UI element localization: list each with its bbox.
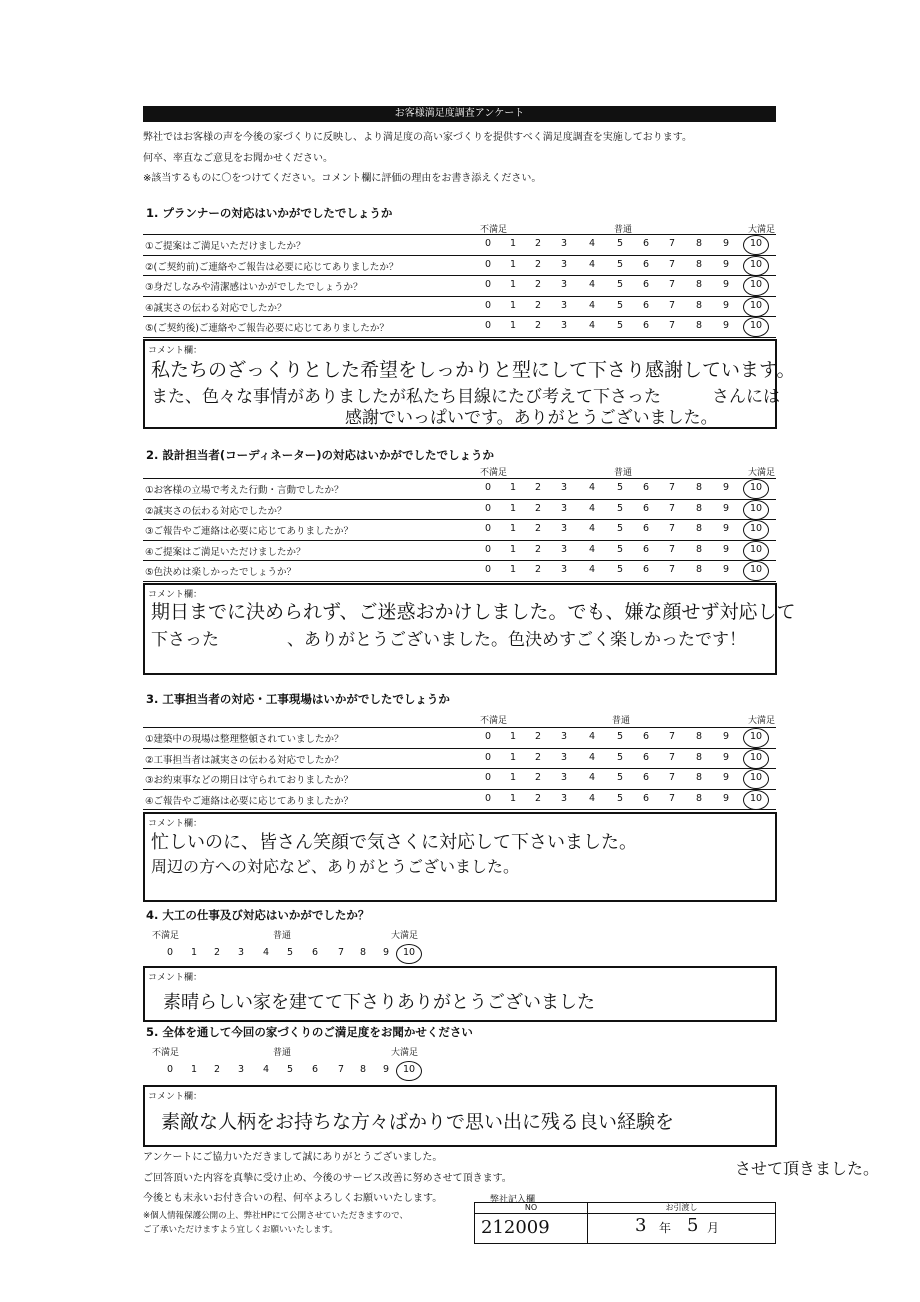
rating-option[interactable]: 3 xyxy=(560,279,568,290)
comment-line: 素敵な人柄をお持ちな方々ばかりで思い出に残る良い経験を xyxy=(161,1111,675,1133)
comment-label: コメント欄： xyxy=(148,1092,203,1102)
scale-low-label: 不満足 xyxy=(152,1048,180,1058)
scale-high-label: 大満足 xyxy=(748,468,776,478)
rating-option[interactable]: 5 xyxy=(616,502,624,514)
rating-option[interactable]: 9 xyxy=(382,1064,390,1075)
rating-option[interactable]: 5 xyxy=(616,320,624,331)
selected-rating-circle xyxy=(743,790,769,810)
office-no-header: NO xyxy=(475,1203,588,1214)
rating-option[interactable]: 2 xyxy=(534,238,542,249)
question-row xyxy=(143,276,776,297)
question-row xyxy=(143,790,776,811)
selected-rating-circle xyxy=(743,297,769,317)
rating-option[interactable]: 1 xyxy=(509,238,517,249)
rating-option[interactable]: 1 xyxy=(509,792,517,804)
rating-option[interactable]: 5 xyxy=(286,947,294,958)
question-row xyxy=(143,769,776,790)
rating-option[interactable]: 2 xyxy=(534,772,542,783)
rating-option[interactable]: 1 xyxy=(509,279,517,290)
comment-line: 素晴らしい家を建てて下さりありがとうございました xyxy=(163,992,595,1013)
rating-option[interactable]: 10 xyxy=(749,482,763,493)
comment-overflow-line: させて頂きました。 xyxy=(735,1159,880,1178)
rating-option[interactable]: 0 xyxy=(484,238,492,249)
office-year-unit: 年 xyxy=(659,1221,672,1235)
footer-note-1: ※個人情報保護公開の上、弊社HPにて公開させていただきますので、 xyxy=(143,1211,408,1221)
scale-high-label: 大満足 xyxy=(391,1048,419,1058)
rating-option[interactable]: 6 xyxy=(642,482,650,493)
scale-mid-label: 普通 xyxy=(273,1048,292,1058)
rating-option[interactable]: 0 xyxy=(484,523,492,534)
rating-option[interactable]: 9 xyxy=(722,279,730,290)
scale-high-label: 大満足 xyxy=(748,225,776,235)
rating-option[interactable]: 2 xyxy=(213,1064,221,1075)
rating-option[interactable]: 9 xyxy=(722,482,730,493)
office-year-value[interactable]: 3 xyxy=(635,1215,647,1236)
comment-label: コメント欄： xyxy=(148,590,203,600)
question-text: ③身だしなみや清潔感はいかがでしたでしょうか？ xyxy=(145,282,363,293)
rating-option[interactable]: 5 xyxy=(616,564,624,575)
rating-option[interactable]: 7 xyxy=(668,523,676,534)
comment-line: 期日までに決められず、ご迷惑おかけしました。でも、嫌な顔せず対応して xyxy=(151,601,796,623)
rating-option[interactable]: 4 xyxy=(262,1064,270,1075)
selected-rating-circle xyxy=(743,235,769,255)
scale-high-label: 大満足 xyxy=(391,931,419,941)
footer-line-2: ご回答頂いた内容を真摯に受け止め、今後のサービス改善に努めさせて頂きます。 xyxy=(143,1173,512,1184)
rating-option[interactable]: 1 xyxy=(190,947,198,958)
rating-option[interactable]: 7 xyxy=(668,238,676,249)
footer-line-3: 今後とも末永いお付き合いの程、何卒よろしくお願いいたします。 xyxy=(143,1193,443,1204)
scale-low-label: 不満足 xyxy=(480,468,508,478)
office-month-value[interactable]: 5 xyxy=(687,1215,699,1236)
rating-option[interactable]: 1 xyxy=(190,1064,198,1075)
intro-line-1: 弊社ではお客様の声を今後の家づくりに反映し、より満足度の高い家づくりを提供すべく満足度調査を実施しております。 xyxy=(143,132,692,143)
rating-option[interactable]: 0 xyxy=(166,947,174,958)
scale-mid-label: 普通 xyxy=(614,225,633,235)
rating-option[interactable]: 10 xyxy=(749,792,763,804)
rating-option[interactable]: 7 xyxy=(668,482,676,493)
rating-option[interactable]: 5 xyxy=(616,279,624,290)
section-5-title: 5. 全体を通して今回の家づくりのご満足度をお聞かせください xyxy=(146,1025,473,1039)
rating-option[interactable]: 10 xyxy=(749,238,763,249)
rating-option[interactable]: 5 xyxy=(616,482,624,493)
question-text: ①ご提案はご満足いただけましたか？ xyxy=(145,241,306,252)
survey-title: お客様満足度調査アンケート xyxy=(143,106,776,122)
rating-option[interactable]: 9 xyxy=(722,564,730,575)
rating-option[interactable]: 2 xyxy=(534,792,542,804)
question-row xyxy=(143,749,776,770)
rating-option[interactable]: 4 xyxy=(588,543,596,555)
rating-option[interactable]: 0 xyxy=(484,482,492,493)
rating-option[interactable]: 3 xyxy=(560,238,568,249)
rating-option[interactable]: 0 xyxy=(484,731,492,742)
rating-option[interactable]: 8 xyxy=(695,772,703,783)
rating-option[interactable]: 1 xyxy=(509,258,517,270)
rating-option[interactable]: 3 xyxy=(237,1064,245,1075)
rating-option[interactable]: 10 xyxy=(749,731,763,742)
rating-option[interactable]: 4 xyxy=(588,792,596,804)
rating-option[interactable]: 8 xyxy=(695,502,703,514)
rating-option[interactable]: 4 xyxy=(588,482,596,493)
rating-option[interactable]: 7 xyxy=(337,947,345,958)
rating-option[interactable]: 3 xyxy=(560,502,568,514)
rating-option[interactable]: 0 xyxy=(484,772,492,783)
rating-option[interactable]: 1 xyxy=(509,772,517,783)
rating-option[interactable]: 4 xyxy=(588,238,596,249)
section-3-question-table xyxy=(143,727,776,810)
rating-option[interactable]: 8 xyxy=(695,238,703,249)
question-text: ④ご提案はご満足いただけましたか？ xyxy=(145,546,306,558)
rating-option[interactable]: 10 xyxy=(749,751,763,763)
scale-mid-label: 普通 xyxy=(612,716,631,726)
rating-option[interactable]: 8 xyxy=(359,947,367,958)
rating-option[interactable]: 6 xyxy=(642,502,650,514)
rating-option[interactable]: 9 xyxy=(722,751,730,763)
rating-option[interactable]: 7 xyxy=(668,320,676,331)
question-row xyxy=(143,235,776,256)
office-use-box xyxy=(474,1202,776,1244)
rating-option[interactable]: 6 xyxy=(642,772,650,783)
rating-option[interactable]: 7 xyxy=(668,792,676,804)
rating-option[interactable]: 4 xyxy=(588,299,596,311)
rating-option[interactable]: 3 xyxy=(560,772,568,783)
rating-option[interactable]: 5 xyxy=(616,772,624,783)
office-date-header: お引渡し xyxy=(588,1203,775,1214)
rating-option[interactable]: 8 xyxy=(695,543,703,555)
comment-label: コメント欄： xyxy=(148,973,203,983)
rating-option[interactable]: 1 xyxy=(509,731,517,742)
rating-option[interactable]: 6 xyxy=(642,543,650,555)
rating-option[interactable]: 4 xyxy=(588,258,596,270)
rating-option[interactable]: 0 xyxy=(484,792,492,804)
rating-option[interactable]: 7 xyxy=(668,543,676,555)
rating-option[interactable]: 8 xyxy=(695,320,703,331)
section-2-title: 2. 設計担当者(コーディネーター)の対応はいかがでしたでしょうか xyxy=(146,448,494,462)
scale-mid-label: 普通 xyxy=(273,931,292,941)
office-month-unit: 月 xyxy=(707,1221,720,1235)
rating-option[interactable]: 9 xyxy=(722,543,730,555)
section-1-title: 1. プランナーの対応はいかがでしたでしょうか xyxy=(146,206,393,220)
selected-rating-circle xyxy=(743,500,769,520)
question-text: ⑤色決めは楽しかったでしょうか？ xyxy=(145,567,297,578)
rating-option[interactable]: 5 xyxy=(616,751,624,763)
question-text: ⑤(ご契約後)ご連絡やご報告必要に応じてありましたか？ xyxy=(145,323,389,334)
scale-mid-label: 普通 xyxy=(614,468,633,478)
selected-rating-circle xyxy=(743,317,769,337)
rating-option[interactable]: 4 xyxy=(588,751,596,763)
rating-option[interactable]: 6 xyxy=(642,238,650,249)
question-row xyxy=(143,256,776,277)
rating-option[interactable]: 10 xyxy=(749,320,763,331)
section-4-title: 4. 大工の仕事及び対応はいかがでしたか？ xyxy=(146,908,370,922)
selected-rating-circle xyxy=(743,561,769,581)
rating-option[interactable]: 6 xyxy=(642,258,650,270)
rating-option[interactable]: 7 xyxy=(668,731,676,742)
footer-line-1: アンケートにご協力いただきまして誠にありがとうございました。 xyxy=(143,1152,443,1163)
office-use-label: 弊社記入欄 xyxy=(490,1195,536,1205)
rating-option[interactable]: 0 xyxy=(484,751,492,763)
question-row xyxy=(143,500,776,521)
selected-rating-circle xyxy=(396,1061,422,1081)
rating-option[interactable]: 5 xyxy=(616,523,624,534)
rating-option[interactable]: 8 xyxy=(695,299,703,311)
scale-low-label: 不満足 xyxy=(480,716,508,726)
rating-option[interactable]: 10 xyxy=(402,1064,416,1075)
rating-option[interactable]: 8 xyxy=(695,792,703,804)
rating-option[interactable]: 2 xyxy=(534,502,542,514)
rating-option[interactable]: 10 xyxy=(749,543,763,555)
rating-option[interactable]: 9 xyxy=(382,947,390,958)
rating-option[interactable]: 3 xyxy=(560,751,568,763)
rating-option[interactable]: 8 xyxy=(695,279,703,290)
question-row xyxy=(143,297,776,318)
rating-option[interactable]: 2 xyxy=(534,523,542,534)
rating-option[interactable]: 4 xyxy=(588,523,596,534)
rating-option[interactable]: 7 xyxy=(668,502,676,514)
rating-option[interactable]: 9 xyxy=(722,238,730,249)
rating-option[interactable]: 0 xyxy=(484,502,492,514)
rating-option[interactable]: 1 xyxy=(509,523,517,534)
rating-option[interactable]: 1 xyxy=(509,320,517,331)
rating-option[interactable]: 6 xyxy=(642,792,650,804)
rating-option[interactable]: 6 xyxy=(642,731,650,742)
question-text: ④誠実さの伝わる対応でしたか？ xyxy=(145,302,287,314)
rating-option[interactable]: 10 xyxy=(749,523,763,534)
rating-option[interactable]: 2 xyxy=(534,482,542,493)
selected-rating-circle xyxy=(743,479,769,499)
question-row xyxy=(143,728,776,749)
office-divider xyxy=(587,1203,588,1243)
rating-option[interactable]: 0 xyxy=(484,543,492,555)
selected-rating-circle xyxy=(743,520,769,540)
rating-option[interactable]: 7 xyxy=(337,1064,345,1075)
rating-option[interactable]: 4 xyxy=(588,772,596,783)
question-text: ③お約束事などの期日は守られておりましたか？ xyxy=(145,775,354,786)
comment-line: 周辺の方への対応など、ありがとうございました。 xyxy=(151,857,520,876)
rating-option[interactable]: 2 xyxy=(534,564,542,575)
rating-option[interactable]: 2 xyxy=(534,751,542,763)
rating-option[interactable]: 3 xyxy=(560,482,568,493)
rating-option[interactable]: 6 xyxy=(642,279,650,290)
rating-option[interactable]: 8 xyxy=(359,1064,367,1075)
comment-line: 感謝でいっぱいです。ありがとうございました。 xyxy=(345,408,718,428)
question-text: ①お客様の立場で考えた行動・言動でしたか？ xyxy=(145,485,344,496)
rating-option[interactable]: 4 xyxy=(262,947,270,958)
question-text: ②工事担当者は誠実さの伝わる対応でしたか？ xyxy=(145,754,344,766)
section-2-comment-box[interactable] xyxy=(143,583,796,675)
scale-high-label: 大満足 xyxy=(748,716,776,726)
question-text: ②(ご契約前)ご連絡やご報告は必要に応じてありましたか？ xyxy=(145,261,399,273)
rating-option[interactable]: 6 xyxy=(642,564,650,575)
rating-option[interactable]: 7 xyxy=(668,258,676,270)
rating-option[interactable]: 5 xyxy=(616,299,624,311)
office-no-value[interactable]: 212009 xyxy=(481,1217,550,1238)
rating-option[interactable]: 3 xyxy=(560,320,568,331)
rating-option[interactable]: 2 xyxy=(534,731,542,742)
rating-option[interactable]: 5 xyxy=(616,731,624,742)
rating-option[interactable]: 6 xyxy=(642,751,650,763)
rating-option[interactable]: 2 xyxy=(534,543,542,555)
rating-option[interactable]: 8 xyxy=(695,751,703,763)
footer-note-2: ご了承いただけますよう宜しくお願いいたします。 xyxy=(143,1225,338,1235)
rating-option[interactable]: 0 xyxy=(166,1064,174,1075)
question-text: ①建築中の現場は整理整頓されていましたか？ xyxy=(145,734,344,745)
rating-option[interactable]: 2 xyxy=(534,320,542,331)
rating-option[interactable]: 3 xyxy=(560,792,568,804)
rating-option[interactable]: 10 xyxy=(749,772,763,783)
rating-option[interactable]: 10 xyxy=(749,564,763,575)
section-5-comment-box[interactable] xyxy=(143,1085,777,1147)
rating-option[interactable]: 1 xyxy=(509,299,517,311)
question-row xyxy=(143,561,776,582)
rating-option[interactable]: 6 xyxy=(642,523,650,534)
rating-option[interactable]: 5 xyxy=(616,543,624,555)
question-row xyxy=(143,479,776,500)
rating-option[interactable]: 7 xyxy=(668,279,676,290)
rating-option[interactable]: 6 xyxy=(642,299,650,311)
rating-option[interactable]: 5 xyxy=(286,1064,294,1075)
rating-option[interactable]: 8 xyxy=(695,731,703,742)
rating-option[interactable]: 3 xyxy=(560,523,568,534)
selected-rating-circle xyxy=(743,749,769,769)
rating-option[interactable]: 3 xyxy=(560,564,568,575)
rating-option[interactable]: 7 xyxy=(668,564,676,575)
scale-low-label: 不満足 xyxy=(152,931,180,941)
rating-option[interactable]: 2 xyxy=(534,258,542,270)
rating-option[interactable]: 3 xyxy=(560,543,568,555)
rating-option[interactable]: 1 xyxy=(509,543,517,555)
selected-rating-circle xyxy=(743,256,769,276)
selected-rating-circle xyxy=(743,276,769,296)
rating-option[interactable]: 2 xyxy=(534,279,542,290)
scale-low-label: 不満足 xyxy=(480,225,508,235)
rating-option[interactable]: 3 xyxy=(560,299,568,311)
question-row xyxy=(143,520,776,541)
selected-rating-circle xyxy=(396,944,422,964)
rating-option[interactable]: 10 xyxy=(402,947,416,958)
rating-option[interactable]: 3 xyxy=(560,258,568,270)
rating-option[interactable]: 10 xyxy=(749,279,763,290)
rating-option[interactable]: 9 xyxy=(722,299,730,311)
rating-option[interactable]: 9 xyxy=(722,523,730,534)
rating-option[interactable]: 5 xyxy=(616,258,624,270)
rating-option[interactable]: 6 xyxy=(642,320,650,331)
rating-option[interactable]: 7 xyxy=(668,772,676,783)
rating-option[interactable]: 0 xyxy=(484,279,492,290)
section-3-title: 3. 工事担当者の対応・工事現場はいかがでしたでしょうか xyxy=(146,692,450,706)
rating-option[interactable]: 8 xyxy=(695,482,703,493)
question-text: ②誠実さの伝わる対応でしたか？ xyxy=(145,505,287,517)
selected-rating-circle xyxy=(743,728,769,748)
question-text: ④ご報告やご連絡は必要に応じてありましたか？ xyxy=(145,795,354,807)
rating-option[interactable]: 0 xyxy=(484,320,492,331)
selected-rating-circle xyxy=(743,769,769,789)
section-1-comment-box[interactable] xyxy=(143,339,796,429)
rating-option[interactable]: 8 xyxy=(695,258,703,270)
rating-option[interactable]: 4 xyxy=(588,502,596,514)
rating-option[interactable]: 2 xyxy=(213,947,221,958)
rating-option[interactable]: 2 xyxy=(534,299,542,311)
rating-option[interactable]: 9 xyxy=(722,731,730,742)
rating-option[interactable]: 10 xyxy=(749,502,763,514)
rating-option[interactable]: 9 xyxy=(722,502,730,514)
rating-option[interactable]: 4 xyxy=(588,279,596,290)
rating-option[interactable]: 10 xyxy=(749,258,763,270)
section-4-rating-scale[interactable] xyxy=(0,944,920,964)
rating-option[interactable]: 0 xyxy=(484,564,492,575)
rating-option[interactable]: 5 xyxy=(616,238,624,249)
rating-option[interactable]: 4 xyxy=(588,320,596,331)
rating-option[interactable]: 5 xyxy=(616,792,624,804)
comment-line: 忙しいのに、皆さん笑顔で気さくに対応して下さいました。 xyxy=(151,832,637,853)
rating-option[interactable]: 1 xyxy=(509,751,517,763)
rating-option[interactable]: 8 xyxy=(695,564,703,575)
rating-option[interactable]: 4 xyxy=(588,564,596,575)
rating-option[interactable]: 1 xyxy=(509,502,517,514)
question-row xyxy=(143,541,776,562)
section-1-question-table xyxy=(143,234,776,338)
question-text: ③ご報告やご連絡は必要に応じてありましたか？ xyxy=(145,526,354,537)
comment-label: コメント欄： xyxy=(148,346,203,356)
comment-label: コメント欄： xyxy=(148,819,203,829)
rating-option[interactable]: 7 xyxy=(668,751,676,763)
rating-option[interactable]: 8 xyxy=(695,523,703,534)
rating-option[interactable]: 9 xyxy=(722,772,730,783)
intro-line-3: ※該当するものに〇をつけてください。コメント欄に評価の理由をお書き添えください。 xyxy=(143,173,542,184)
rating-option[interactable]: 4 xyxy=(588,731,596,742)
comment-line: 下さった 、ありがとうございました。色決めすごく楽しかったです！ xyxy=(151,630,746,650)
rating-option[interactable]: 9 xyxy=(722,258,730,270)
rating-option[interactable]: 9 xyxy=(722,320,730,331)
rating-option[interactable]: 7 xyxy=(668,299,676,311)
rating-option[interactable]: 10 xyxy=(749,299,763,311)
question-row xyxy=(143,317,776,338)
rating-option[interactable]: 6 xyxy=(311,1064,319,1075)
selected-rating-circle xyxy=(743,541,769,561)
intro-line-2: 何卒、率直なご意見をお聞かせください。 xyxy=(143,153,333,164)
rating-option[interactable]: 1 xyxy=(509,482,517,493)
section-5-rating-scale[interactable] xyxy=(0,1061,920,1081)
section-4-comment-box[interactable] xyxy=(143,966,777,1022)
rating-option[interactable]: 0 xyxy=(484,258,492,270)
rating-option[interactable]: 3 xyxy=(237,947,245,958)
section-3-comment-box[interactable] xyxy=(143,812,777,902)
rating-option[interactable]: 6 xyxy=(311,947,319,958)
rating-option[interactable]: 9 xyxy=(722,792,730,804)
section-2-question-table xyxy=(143,478,776,582)
comment-line: また、色々な事情がありましたが私たち目線にたび考えて下さった さんには xyxy=(151,387,780,407)
rating-option[interactable]: 3 xyxy=(560,731,568,742)
rating-option[interactable]: 0 xyxy=(484,299,492,311)
comment-line: 私たちのざっくりとした希望をしっかりと型にして下さり感謝しています。 xyxy=(151,359,796,381)
rating-option[interactable]: 1 xyxy=(509,564,517,575)
